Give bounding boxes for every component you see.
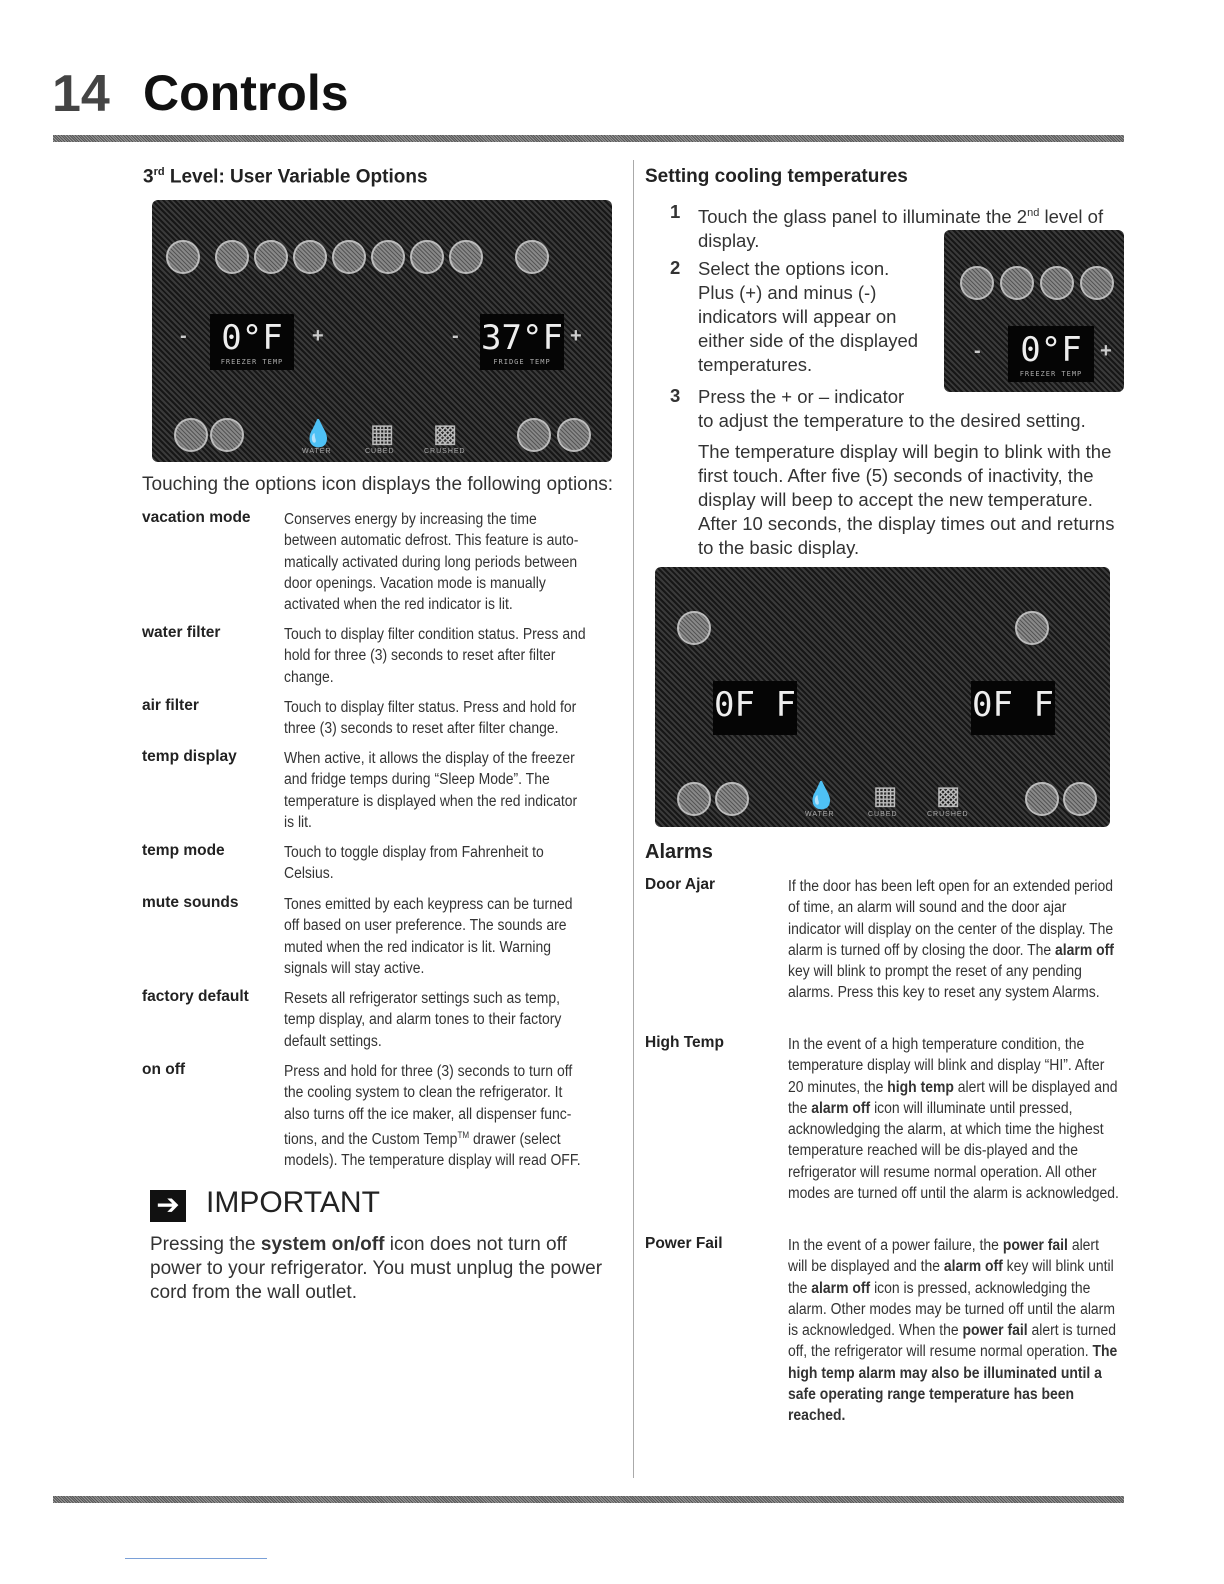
temp-display-button-icon bbox=[332, 240, 366, 274]
alarm-off-button-icon bbox=[1025, 782, 1059, 816]
page-title: Controls bbox=[143, 65, 349, 121]
left-section-heading: 3rd Level: User Variable Options bbox=[143, 166, 428, 188]
lock-button-icon bbox=[174, 418, 208, 452]
on-off-button-icon bbox=[1015, 611, 1049, 645]
step-number: 2 bbox=[670, 257, 681, 278]
alarm-term: Door Ajar bbox=[645, 876, 716, 893]
factory-default-button-icon bbox=[449, 240, 483, 274]
option-term: vacation mode bbox=[142, 509, 251, 526]
option-term: mute sounds bbox=[142, 894, 239, 911]
alarm-desc: If the door has been left open for an extended period of time, an alarm will sound and the door ajar indicator will display on the center of the display. The alarm is turned off by closing the door. The alarm off key will blink to prompt the reset of any pending alarms. Press this key to reset any system Alarms. bbox=[788, 878, 1114, 1002]
alarm-term: Power Fail bbox=[645, 1235, 723, 1252]
water-drop-icon: 💧 bbox=[805, 780, 838, 810]
freezer-minus: - bbox=[180, 325, 187, 347]
page-number: 14 bbox=[52, 65, 110, 123]
cubed-label: CUBED bbox=[868, 811, 898, 818]
freezer-temp-display: 0F F bbox=[713, 681, 797, 735]
panel-button-icon bbox=[1000, 266, 1034, 300]
option-desc: When active, it allows the display of the freezer and fridge temps during “Sleep Mode”. The temperature is displayed when the red indicator is lit. bbox=[284, 750, 578, 831]
crushed-ice-icon: ▩ bbox=[432, 418, 458, 448]
option-desc: Conserves energy by increasing the time between automatic defrost. This feature is auto-matically activated during long periods between door openings. Vacation mode is manually activated when the red indicator is lit. bbox=[284, 511, 579, 614]
step-number: 3 bbox=[670, 385, 681, 406]
option-term: factory default bbox=[142, 988, 249, 1005]
option-desc: Tones emitted by each keypress can be turned off based on user preference. The sounds are muted when the red indicator is lit. Warning signals will stay active. bbox=[284, 896, 573, 977]
option-desc: Touch to display filter status. Press and hold for three (3) seconds to reset after filter change. bbox=[284, 699, 577, 738]
alarm-off-button-icon bbox=[517, 418, 551, 452]
option-term: temp display bbox=[142, 748, 237, 765]
cubed-label: CUBED bbox=[365, 448, 395, 455]
alarm-term: High Temp bbox=[645, 1034, 724, 1051]
air-filter-button-icon bbox=[293, 240, 327, 274]
footer-line bbox=[125, 1558, 267, 1559]
crushed-label: CRUSHED bbox=[927, 811, 969, 818]
option-desc: Resets all refrigerator settings such as temp, temp display, and alarm tones to their factory default settings. bbox=[284, 990, 562, 1050]
right-section-heading: Setting cooling temperatures bbox=[645, 166, 908, 187]
column-divider bbox=[633, 160, 634, 1478]
water-drop-icon: 💧 bbox=[302, 418, 335, 448]
fridge-temp-display: 0F F bbox=[971, 681, 1055, 735]
option-desc: Press and hold for three (3) seconds to turn off the cooling system to clean the refrigerator. It also turns off the ice maker, all dispenser func-tions, and the Custom Temp™ drawer (select models). The temperature display will read OFF. bbox=[284, 1063, 581, 1170]
step-text: Press the + or – indicator to adjust the temperature to the desired setting. bbox=[698, 386, 1086, 431]
alarm-desc: In the event of a high temperature condition, the temperature display will blink and display “HI”. After 20 minutes, the high temp alert will be displayed and the alarm off icon will illuminate until pressed, acknowledging the alarm, at which time the highest temperature reached will be dis-played and the refrigerator will resume normal operation. All other modes are turned off until the alarm is acknowledged. bbox=[788, 1036, 1119, 1203]
plus-indicator: + bbox=[1100, 340, 1112, 362]
water-filter-button-icon bbox=[254, 240, 288, 274]
basic-display-panel-image bbox=[655, 567, 1110, 827]
light-button-icon bbox=[210, 418, 244, 452]
dispenser-button-icon bbox=[557, 418, 591, 452]
panel-button-icon bbox=[1040, 266, 1074, 300]
option-term: temp mode bbox=[142, 842, 225, 859]
step-text: Select the options icon. Plus (+) and minus (-) indicators will appear on either side of the displayed temperatures. bbox=[698, 258, 919, 375]
freezer-temp-display: 0°F FREEZER TEMP bbox=[210, 314, 294, 370]
options-panel-image bbox=[944, 230, 1124, 392]
vacation-mode-button-icon bbox=[215, 240, 249, 274]
temp-mode-button-icon bbox=[371, 240, 405, 274]
fridge-plus: + bbox=[570, 325, 582, 347]
freezer-plus: + bbox=[312, 325, 324, 347]
water-label: WATER bbox=[805, 811, 835, 818]
control-panel-image bbox=[152, 200, 612, 462]
options-button-icon bbox=[677, 611, 711, 645]
option-term: on off bbox=[142, 1061, 186, 1078]
options-button-icon bbox=[166, 240, 200, 274]
step-3-detail: The temperature display will begin to blink with the first touch. After five (5) seconds of inactivity, the display will beep to accept the new temperature. After 10 seconds, the display times out and returns to the basic display. bbox=[698, 441, 1115, 558]
bottom-rule bbox=[53, 1496, 1124, 1503]
alarms-heading: Alarms bbox=[645, 841, 713, 863]
option-desc: Touch to toggle display from Fahrenheit to Celsius. bbox=[284, 844, 544, 883]
step-text: Touch the glass panel to illuminate the 2nd level of display. bbox=[698, 206, 1104, 252]
crushed-ice-icon: ▩ bbox=[935, 780, 961, 810]
option-term: water filter bbox=[142, 624, 221, 641]
fridge-minus: - bbox=[452, 325, 459, 347]
options-intro: Touching the options icon displays the following options: bbox=[142, 474, 614, 495]
fridge-temp-display: 37°F FRIDGE TEMP bbox=[480, 314, 564, 370]
water-label: WATER bbox=[302, 448, 332, 455]
cubed-ice-icon: ▦ bbox=[369, 418, 395, 448]
important-arrow-icon: ➔ bbox=[150, 1190, 186, 1222]
freezer-temp-display: 0°F FREEZER TEMP bbox=[1008, 326, 1094, 382]
mute-sounds-button-icon bbox=[410, 240, 444, 274]
panel-button-icon bbox=[1080, 266, 1114, 300]
option-term: air filter bbox=[142, 697, 199, 714]
lock-button-icon bbox=[677, 782, 711, 816]
alarm-desc: In the event of a power failure, the power fail alert will be displayed and the alarm off key will blink until the alarm off icon is pressed, acknowledging the alarm. Other modes may be turned off until the alarm is acknowledged. When the power fail alert is turned off, the refrigerator will resume normal operation. The high temp alarm may also be illuminated until a safe operating range temperature has been reached. bbox=[788, 1237, 1118, 1425]
crushed-label: CRUSHED bbox=[424, 448, 466, 455]
on-off-button-icon bbox=[515, 240, 549, 274]
top-rule bbox=[53, 135, 1124, 142]
important-text: Pressing the system on/off icon does not turn off power to your refrigerator. You must unplug the power cord from the wall outlet. bbox=[150, 1234, 603, 1303]
options-button-icon bbox=[960, 266, 994, 300]
dispenser-button-icon bbox=[1063, 782, 1097, 816]
light-button-icon bbox=[715, 782, 749, 816]
cubed-ice-icon: ▦ bbox=[872, 780, 898, 810]
minus-indicator: - bbox=[974, 340, 981, 362]
important-title: IMPORTANT bbox=[206, 1186, 380, 1219]
option-desc: Touch to display filter condition status. Press and hold for three (3) seconds to reset after filter change. bbox=[284, 626, 586, 686]
step-number: 1 bbox=[670, 201, 681, 222]
